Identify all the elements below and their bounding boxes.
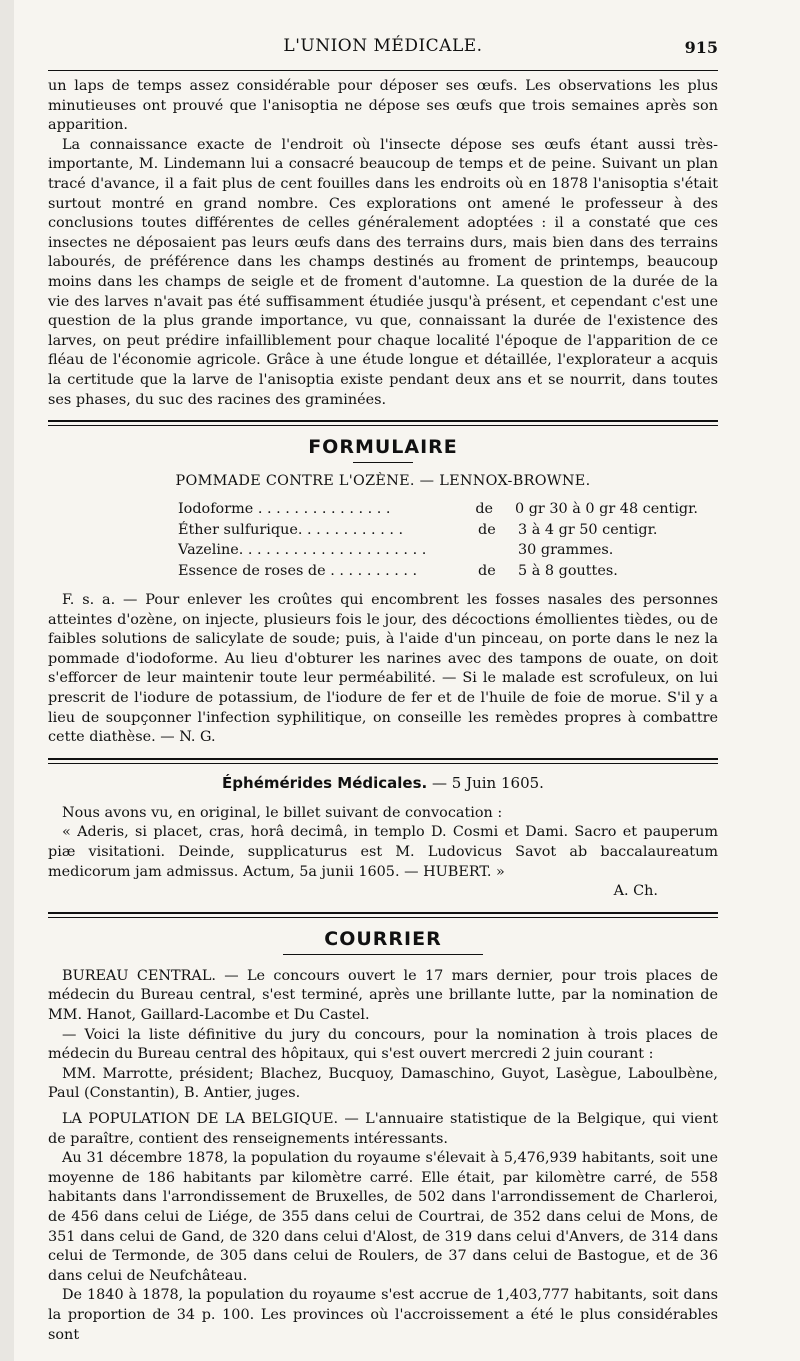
- ingredient-row: [178, 520, 698, 541]
- section-divider-ephemerides: [48, 758, 718, 764]
- ephemerides-date: — 5 Juin 1605.: [427, 773, 544, 792]
- ingredient-row: [178, 540, 698, 561]
- ephemerides-signature: A. Ch.: [613, 883, 658, 900]
- ingredient-de: [478, 540, 518, 561]
- courrier-belgique-growth: De 1840 à 1878, la population du royaume s'est accrue de 1,403,777 habitants, soit dans la proportion de 34 p. 100. Les provinces où l'accroissement a été le plus considérables sont: [48, 1287, 718, 1343]
- recipe-title: POMMADE CONTRE L'OZÈNE. — LENNOX-BROWNE.: [175, 473, 591, 490]
- ingredient-name: Vazeline. . . . . . . . . . . . . . . . . . . . .: [178, 542, 427, 559]
- ingredient-name: Éther sulfurique. . . . . . . . . . . .: [178, 521, 404, 538]
- ingredient-de: de: [478, 562, 496, 579]
- ephemerides-signature-row: [48, 882, 718, 902]
- journal-title: L'UNION MÉDICALE.: [283, 36, 483, 56]
- formulaire-heading: FORMULAIRE: [308, 436, 458, 459]
- ingredient-name: Iodoforme . . . . . . . . . . . . . . .: [178, 501, 391, 518]
- binding-gutter: [0, 0, 14, 1361]
- recipe-ingredients: [178, 499, 698, 581]
- running-header: [48, 0, 718, 62]
- ingredient-name: Essence de roses de . . . . . . . . . .: [178, 562, 418, 579]
- section-divider-formulaire: [48, 420, 718, 426]
- page-number: 915: [684, 38, 718, 57]
- courrier-belgique-stats: Au 31 décembre 1878, la population du royaume s'élevait à 5,476,939 habitants, soit une moyenne de 186 habitants par kilomètre carré. Elle était, par kilomètre carré, de 558 habitants dans l'arrondissement de Bruxelles, de 502 dans l'arrondissement de Charleroi, de 456 dans celui de Liége, de 355 dans celui de Courtrai, de 352 dans celui de Mons, de 351 dans celui de Gand, de 320 dans celui d'Alost, de 319 dans celui d'Anvers, de 314 dans celui de Termonde, de 305 dans celui de Roulers, de 37 dans celui de Bastogue, et de 36 dans celui de Neufchâteau.: [48, 1150, 718, 1284]
- ingredient-amount: 3 à 4 gr 50 centigr.: [518, 521, 658, 538]
- ingredient-row: [178, 561, 698, 582]
- ingredient-row: [178, 499, 698, 520]
- ingredient-de: de: [475, 501, 494, 518]
- ingredient-de: de: [478, 521, 496, 538]
- ingredient-amount: 30 grammes.: [518, 542, 614, 559]
- intro-paragraph-1: un laps de temps assez considérable pour déposer ses œufs. Les observations les plus minutieuses ont prouvé que l'anisoptia ne dépose ses œufs que trois semaines après son apparition.: [48, 78, 718, 134]
- ephemerides-title-bold: Éphémérides Médicales.: [222, 773, 428, 792]
- courrier-bureau-central: BUREAU CENTRAL. — Le concours ouvert le 17 mars dernier, pour trois places de médecin du Bureau central, s'est terminé, après une brillante lutte, par la nomination de MM. Hanot, Gaillard-Lacombe et Du Castel.: [48, 967, 718, 1023]
- formulaire-text: F. s. a. — Pour enlever les croûtes qui encombrent les fosses nasales des personnes atteintes d'ozène, on injecte, plusieurs fois le jour, des décoctions émollientes tièdes, ou de faibles solutions de salicylate de soude; puis, à l'aide d'un pinceau, on porte dans le nez la pommade d'iodoforme. Au lieu d'obturer les narines avec des tampons de ouate, on doit s'efforcer de leur maintenir toute leur perméabilité. — Si le malade est scrofuleux, on lui prescrit de l'iodure de potassium, de l'iodure de fer et de l'huile de foie de morue. S'il y a lieu de soupçonner l'infection syphilitique, on conseille les remèdes propres à combattre cette diathèse. — N. G.: [48, 592, 718, 746]
- section-divider-courrier: [48, 912, 718, 918]
- intro-paragraph-2: La connaissance exacte de l'endroit où l'insecte dépose ses œufs étant aussi très-importante, M. Lindemann lui a consacré beaucoup de temps et de peine. Suivant un plan tracé d'avance, il a fait plus de cent fouilles dans les endroits où en 1878 l'anisoptia s'était surtout montré en grand nombre. Ces explorations ont amené le professeur à des conclusions toutes différentes de celles généralement adoptées : il a constaté que ces insectes ne déposaient pas leurs œufs dans des terrains durs, mais bien dans des terrains labourés, de préférence dans les champs destinés au froment de printemps, beaucoup moins dans les champs de seigle et de froment d'automne. La question de la durée de la vie des larves n'avait pas été suffisamment étudiée jusqu'à présent, et cependant c'est une question de la plus grande importance, vu que, connaissant la durée de l'existence des larves, on peut prédire infailliblement pour chaque localité l'époque de l'apparition de ce fléau de l'économie agricole. Grâce à une étude longue et détaillée, l'explorateur a acquis la certitude que la larve de l'anisoptia existe pendant deux ans et se nourrit, dans toutes ses phases, du suc des racines des graminées.: [48, 136, 718, 408]
- ephemerides-intro: Nous avons vu, en original, le billet suivant de convocation :: [62, 804, 503, 821]
- ingredient-amount: 0 gr 30 à 0 gr 48 centigr.: [514, 501, 698, 518]
- courrier-belgique-intro: LA POPULATION DE LA BELGIQUE. — L'annuaire statistique de la Belgique, qui vient de paraître, contient des renseignements intéressants.: [48, 1110, 718, 1147]
- ingredient-amount: 5 à 8 gouttes.: [518, 562, 618, 579]
- ephemerides-title: [48, 774, 718, 792]
- courrier-underline: [283, 954, 483, 955]
- ephemerides-quote: « Aderis, si placet, cras, horâ decimâ, in templo D. Cosmi et Dami. Sacro et pauperum piæ visitationi. Deinde, supplicaturus est M. Ludovicus Savot ab baccalaureatum medicorum jam admissus. Actum, 5a junii 1605. — HUBERT. »: [48, 824, 718, 880]
- courrier-jury-list: MM. Marrotte, président; Blachez, Bucquoy, Damaschino, Guyot, Lasègue, Laboulbène, Paul (Constantin), B. Antier, juges.: [48, 1065, 718, 1102]
- page-content: [48, 0, 718, 1345]
- courrier-heading: COURRIER: [324, 927, 442, 950]
- formulaire-underline: [353, 462, 413, 463]
- header-rule: [48, 70, 718, 71]
- courrier-jury-intro: — Voici la liste définitive du jury du concours, pour la nomination à trois places de médecin du Bureau central des hôpitaux, qui s'est ouvert mercredi 2 juin courant :: [48, 1026, 718, 1063]
